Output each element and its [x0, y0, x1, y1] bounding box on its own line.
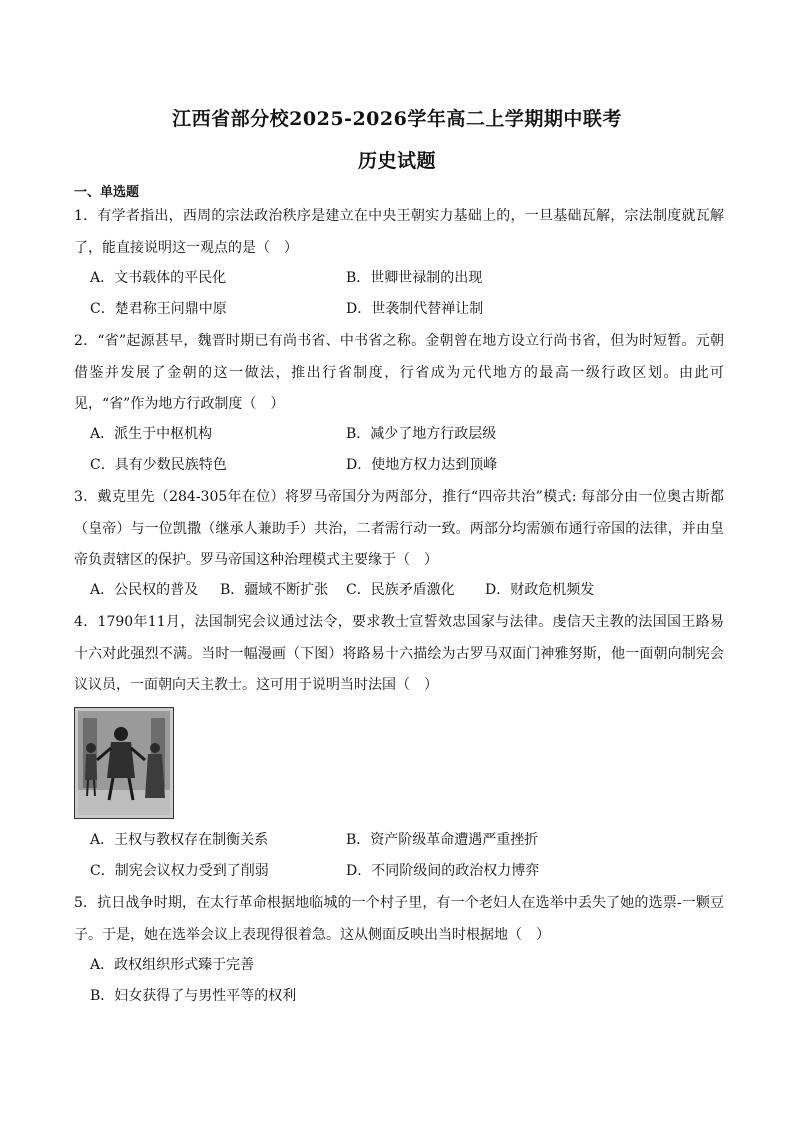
- janus-cartoon-image: [74, 707, 174, 819]
- question-3-stem: 3．戴克里先（284-305年在位）将罗马帝国分为两部分，推行“四帝共治”模式: 每部分由一位奥古斯都（皇帝）与一位凯撒（继承人兼助手）共治，二者需行动一致。两部分均需颁布通行帝国的法律，并由皇帝负责辖区的保护。罗马帝国这种治理模式主要缘于（ ）: [74, 489, 724, 568]
- question-5-option-b: B．妇女获得了与男性平等的权利: [90, 988, 297, 1004]
- question-3-option-b: B．疆域不断扩张: [220, 582, 329, 598]
- question-4-option-a: A．王权与教权存在制衡关系: [90, 832, 269, 848]
- section-heading: 一、单选题: [74, 185, 140, 200]
- question-4-stem: 4．1790年11月，法国制宪会议通过法令，要求教士宣誓效忠国家与法律。虔信天主教的法国国王路易十六对此强烈不满。当时一幅漫画（下图）将路易十六描绘为古罗马双面门神雅努斯，他一面朝向制宪会议议员，一面朝向天主教士。这可用于说明当时法国（ ）: [74, 614, 724, 693]
- question-1-option-b: B．世卿世禄制的出现: [346, 270, 483, 286]
- question-1-stem: 1．有学者指出，西周的宗法政治秩序是建立在中央王朝实力基础上的，一旦基础瓦解，宗法制度就瓦解了，能直接说明这一观点的是（ ）: [74, 208, 724, 256]
- question-1-option-d: D．世袭制代替禅让制: [346, 301, 484, 317]
- question-2-option-b: B．减少了地方行政层级: [346, 426, 497, 442]
- question-2-option-c: C．具有少数民族特色: [90, 457, 227, 473]
- question-3-option-a: A．公民权的普及: [90, 582, 199, 598]
- exam-title: 江西省部分校2025-2026学年高二上学期期中联考: [172, 108, 622, 130]
- question-1-option-c: C．楚君称王问鼎中原: [90, 301, 227, 317]
- question-4-option-d: D．不同阶级间的政治权力博弈: [346, 863, 540, 879]
- question-3-option-d: D．财政危机频发: [485, 582, 595, 598]
- exam-subtitle: 历史试题: [357, 150, 436, 172]
- question-5-option-a: A．政权组织形式臻于完善: [90, 957, 255, 973]
- question-4-option-b: B．资产阶级革命遭遇严重挫折: [346, 832, 539, 848]
- question-2-option-a: A．派生于中枢机构: [90, 426, 213, 442]
- question-2-stem: 2．“省”起源甚早，魏晋时期已有尚书省、中书省之称。金朝曾在地方设立行尚书省，但为时短暂。元朝借鉴并发展了金朝的这一做法，推出行省制度，行省成为元代地方的最高一级行政区划。由此可见，“省”作为地方行政制度（ ）: [74, 333, 724, 412]
- question-1-option-a: A．文书载体的平民化: [90, 270, 227, 286]
- question-3-option-c: C．民族矛盾激化: [346, 582, 455, 598]
- question-4-option-c: C．制宪会议权力受到了削弱: [90, 863, 269, 879]
- question-2-option-d: D．使地方权力达到顶峰: [346, 457, 498, 473]
- question-5-stem: 5．抗日战争时期，在太行革命根据地临城的一个村子里，有一个老妇人在选举中丢失了她的选票-一颗豆子。于是，她在选举会议上表现得很着急。这从侧面反映出当时根据地（ ）: [74, 895, 724, 943]
